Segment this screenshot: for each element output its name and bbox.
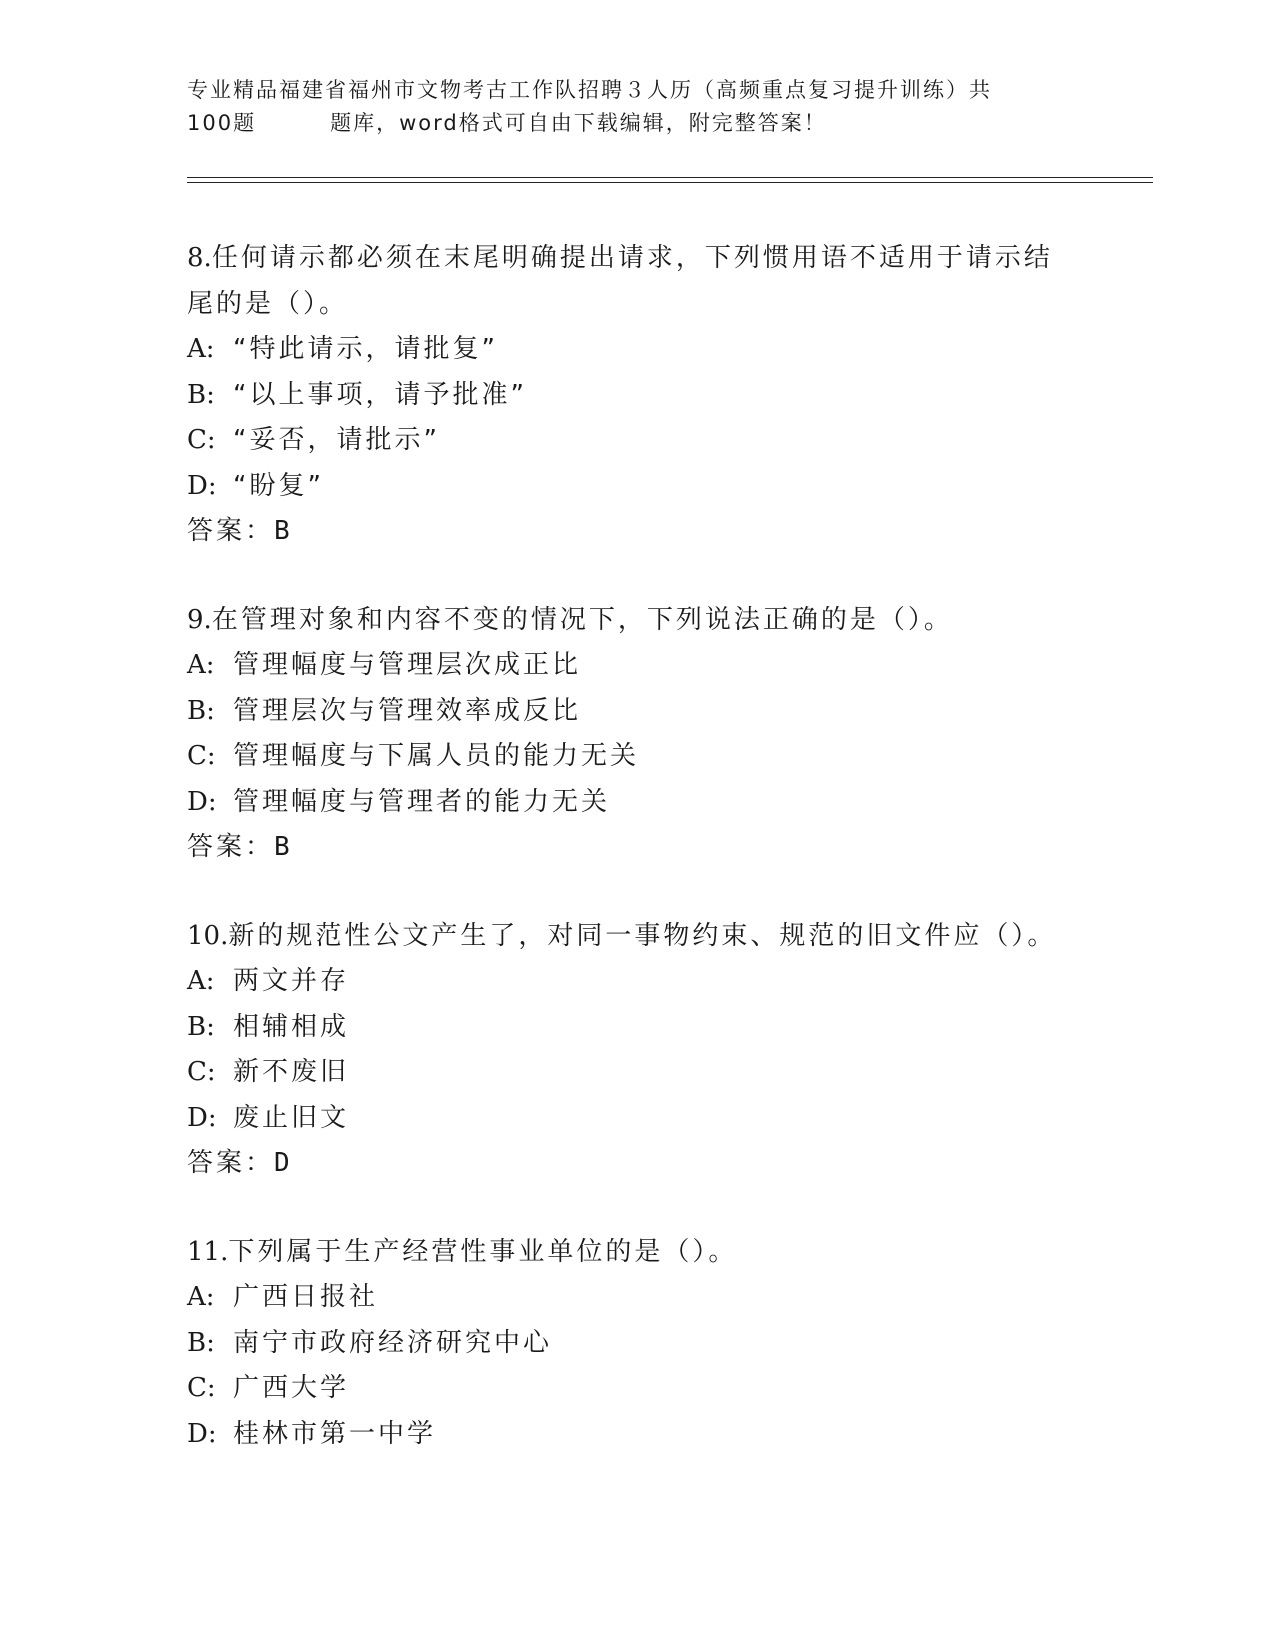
question-stem (187, 914, 1147, 960)
question-stem (187, 1230, 1147, 1276)
option-text: 管理幅度与管理者的能力无关 (233, 786, 611, 817)
option-b (187, 689, 1147, 735)
option-key: D: (187, 1102, 217, 1133)
question-number: 10. (187, 920, 229, 951)
answer-label: 答案： (187, 832, 275, 862)
option-c (187, 1050, 1147, 1096)
option-text: “以上事项，请予批准” (233, 379, 527, 410)
answer-line (187, 825, 1147, 871)
option-key: D: (187, 786, 217, 817)
question-stem (187, 598, 1147, 644)
answer-value: B (274, 516, 290, 546)
answer-value: B (274, 832, 290, 862)
option-text: “特此请示，请批复” (233, 334, 498, 364)
option-b (187, 373, 1147, 419)
option-text: 废止旧文 (233, 1102, 350, 1133)
header-divider-top (187, 177, 1153, 178)
answer-line (187, 509, 1147, 555)
question-item (187, 1230, 1147, 1458)
option-key: C: (187, 425, 216, 455)
option-text: “盼复” (233, 470, 324, 501)
option-text: 南宁市政府经济研究中心 (233, 1327, 553, 1358)
option-key: B: (187, 1327, 215, 1358)
option-text: “妥否，请批示” (233, 425, 440, 455)
option-key: C: (187, 741, 216, 771)
option-key: D: (187, 1418, 217, 1449)
option-text: 管理幅度与下属人员的能力无关 (233, 741, 640, 771)
option-text: 桂林市第一中学 (233, 1418, 437, 1449)
question-number: 9. (187, 604, 212, 635)
option-c (187, 418, 1147, 464)
question-text: 任何请示都必须在末尾明确提出请求，下列惯用语不适用于请示结 (211, 243, 1053, 273)
question-stem-continued: 尾的是（）。 (187, 288, 349, 319)
header-title-line2 (187, 107, 1087, 140)
option-a (187, 1275, 1147, 1321)
option-d (187, 1412, 1147, 1458)
question-number: 11. (187, 1236, 229, 1267)
header-subtitle: 题库，word格式可自由下载编辑，附完整答案！ (330, 111, 827, 135)
option-a (187, 643, 1147, 689)
answer-value: D (274, 1148, 290, 1178)
option-key: A: (187, 334, 215, 364)
question-item (187, 236, 1147, 555)
header-question-count: 100题 (187, 111, 257, 135)
option-key: D: (187, 470, 217, 501)
option-text: 管理幅度与管理层次成正比 (233, 650, 582, 680)
option-text: 新不废旧 (233, 1057, 350, 1087)
header-divider-bottom (187, 182, 1153, 183)
question-stem (187, 236, 1147, 282)
option-b (187, 1005, 1147, 1051)
option-key: C: (187, 1373, 216, 1403)
option-c (187, 734, 1147, 780)
option-a (187, 327, 1147, 373)
option-c (187, 1366, 1147, 1412)
option-text: 两文并存 (233, 966, 350, 996)
option-text: 广西大学 (233, 1373, 350, 1403)
option-key: C: (187, 1057, 216, 1087)
option-a (187, 959, 1147, 1005)
question-list (187, 236, 1147, 1500)
option-d (187, 464, 1147, 510)
answer-line (187, 1141, 1147, 1187)
question-text: 下列属于生产经营性事业单位的是（）。 (228, 1236, 738, 1267)
option-text: 广西日报社 (233, 1282, 379, 1312)
option-key: B: (187, 1011, 215, 1042)
answer-label: 答案： (187, 1148, 275, 1178)
question-item (187, 914, 1147, 1187)
option-text: 相辅相成 (233, 1011, 350, 1042)
option-d (187, 780, 1147, 826)
header-title-line1: 专业精品福建省福州市文物考古工作队招聘３人历（高频重点复习提升训练）共 (187, 78, 992, 102)
option-key: B: (187, 379, 215, 410)
option-key: A: (187, 1282, 215, 1312)
question-text: 在管理对象和内容不变的情况下，下列说法正确的是（）。 (211, 604, 953, 635)
option-d (187, 1096, 1147, 1142)
question-text: 新的规范性公文产生了，对同一事物约束、规范的旧文件应（）。 (228, 920, 1057, 951)
option-text: 管理层次与管理效率成反比 (233, 695, 582, 726)
document-header (187, 74, 1087, 140)
option-key: A: (187, 650, 215, 680)
question-number: 8. (187, 243, 212, 273)
question-item (187, 598, 1147, 871)
option-key: A: (187, 966, 215, 996)
answer-label: 答案： (187, 516, 275, 546)
option-b (187, 1321, 1147, 1367)
option-key: B: (187, 695, 215, 726)
